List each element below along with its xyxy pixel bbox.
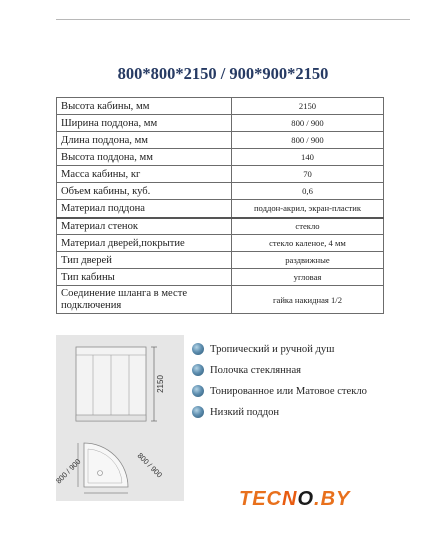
table-row xyxy=(57,149,384,166)
spec-label: Тип дверей xyxy=(57,252,232,269)
spec-value: 800 / 900 xyxy=(232,115,384,132)
spec-value: поддон-акрил, экран-пластик xyxy=(232,200,384,218)
brand-logo xyxy=(239,487,379,511)
feature-list xyxy=(192,339,432,423)
width-dimension-label-left: 800 / 900 xyxy=(56,456,83,486)
spec-value: гайка накидная 1/2 xyxy=(232,286,384,314)
feature-text: Тонированное или Матовое стекло xyxy=(210,385,367,397)
spec-value: угловая xyxy=(232,269,384,286)
table-row xyxy=(57,252,384,269)
spec-label: Материал стенок xyxy=(57,218,232,235)
height-dimension-label: 2150 xyxy=(156,375,165,393)
spec-label: Объем кабины, куб. xyxy=(57,183,232,200)
table-row xyxy=(57,166,384,183)
spec-label: Соединение шланга в месте подключения xyxy=(57,286,232,314)
list-item xyxy=(192,381,432,401)
spec-value: 140 xyxy=(232,149,384,166)
bullet-icon xyxy=(192,343,204,355)
logo-text-part: O xyxy=(297,488,315,510)
spec-value: раздвижные xyxy=(232,252,384,269)
table-row xyxy=(57,98,384,115)
logo-text-part: N xyxy=(282,488,298,510)
spec-label: Материал поддона xyxy=(57,200,232,218)
spec-label: Масса кабины, кг xyxy=(57,166,232,183)
spec-label: Тип кабины xyxy=(57,269,232,286)
feature-text: Низкий поддон xyxy=(210,406,280,418)
page-title: 800*800*2150 / 900*900*2150 xyxy=(117,64,329,83)
table-row xyxy=(57,269,384,286)
spec-value: 2150 xyxy=(232,98,384,115)
spec-label: Ширина поддона, мм xyxy=(57,115,232,132)
logo-text-part: .BY xyxy=(314,488,351,510)
table-row xyxy=(57,218,384,235)
table-row xyxy=(57,132,384,149)
spec-value: 800 / 900 xyxy=(232,132,384,149)
cabin-diagram xyxy=(56,335,184,501)
feature-text: Тропический и ручной душ xyxy=(210,343,335,355)
spec-value: стекло каленое, 4 мм xyxy=(232,235,384,252)
table-row xyxy=(57,235,384,252)
spec-label: Высота поддона, мм xyxy=(57,149,232,166)
spec-table xyxy=(56,97,384,314)
bullet-icon xyxy=(192,406,204,418)
width-dimension-label-right: 800 / 900 xyxy=(135,450,165,480)
top-divider xyxy=(56,19,410,20)
feature-text: Полочка стеклянная xyxy=(210,364,302,376)
table-row xyxy=(57,115,384,132)
list-item xyxy=(192,402,432,422)
spec-value: 70 xyxy=(232,166,384,183)
list-item xyxy=(192,339,432,359)
table-row xyxy=(57,183,384,200)
cabin-drawing xyxy=(56,335,184,501)
spec-value: стекло xyxy=(232,218,384,235)
table-row xyxy=(57,200,384,218)
bullet-icon xyxy=(192,364,204,376)
spec-label: Высота кабины, мм xyxy=(57,98,232,115)
list-item xyxy=(192,360,432,380)
spec-value: 0,6 xyxy=(232,183,384,200)
logo-text-part: TEC xyxy=(239,488,282,510)
spec-label: Материал дверей,покрытие xyxy=(57,235,232,252)
spec-label: Длина поддона, мм xyxy=(57,132,232,149)
table-row xyxy=(57,286,384,314)
bullet-icon xyxy=(192,385,204,397)
